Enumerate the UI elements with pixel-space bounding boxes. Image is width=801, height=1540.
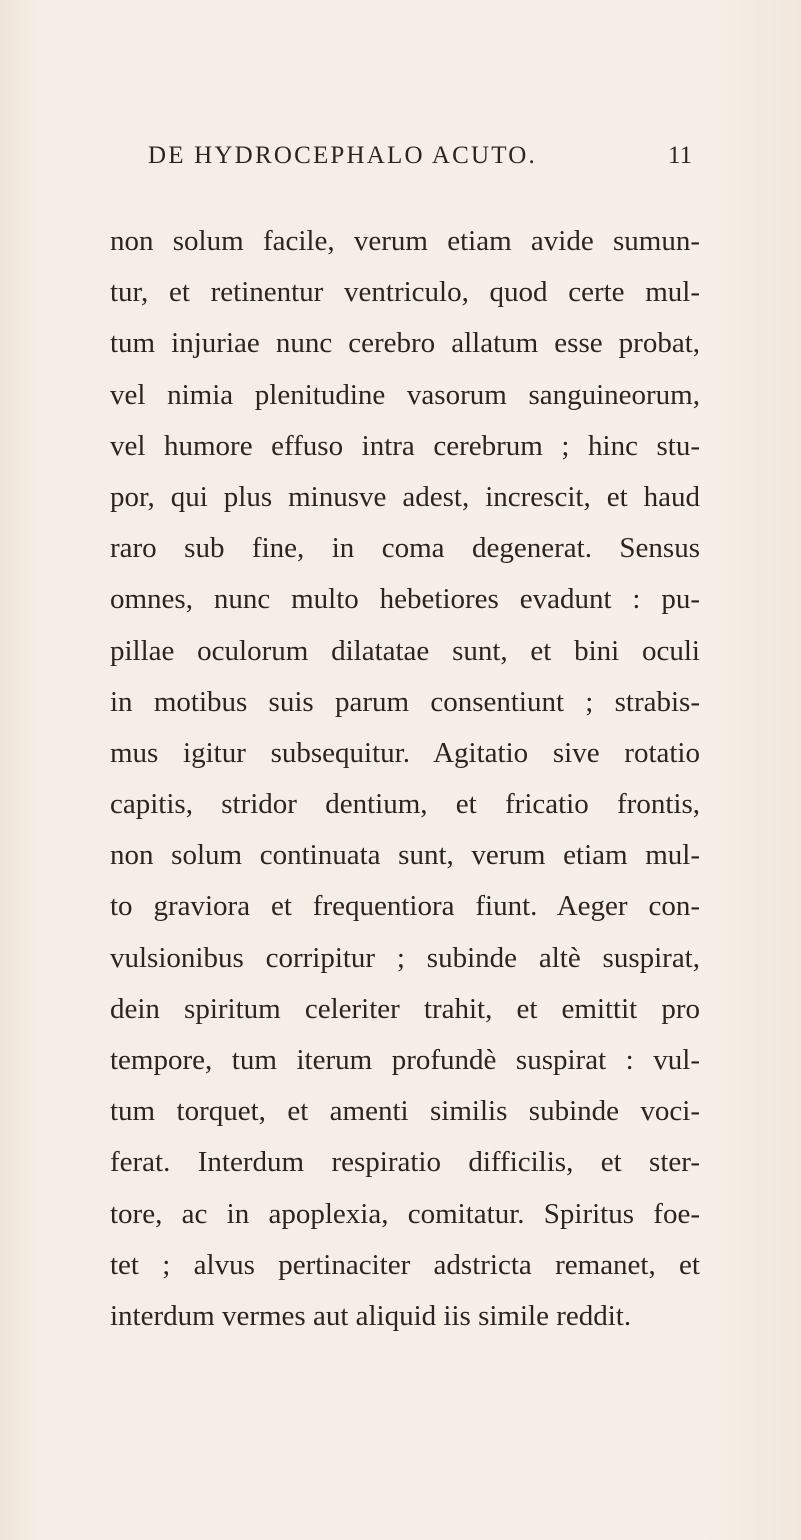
text-line: interdum vermes aut aliquid iis simile reddit. xyxy=(110,1299,632,1332)
text-line: tempore, tum iterum profundè suspirat : vul- xyxy=(110,1044,700,1076)
text-line: tum torquet, et amenti similis subinde voci- xyxy=(110,1095,700,1128)
text-line: capitis, stridor dentium, et fricatio frontis, xyxy=(110,788,700,821)
text-line: por, qui plus minusve adest, increscit, et haud xyxy=(110,480,700,513)
text-line: omnes, nunc multo hebetiores evadunt : pu- xyxy=(110,583,700,616)
body-text xyxy=(110,216,700,1342)
page-number: 11 xyxy=(668,142,693,169)
running-title: DE HYDROCEPHALO ACUTO. xyxy=(148,142,537,169)
text-line: tur, et retinentur ventriculo, quod certe mul- xyxy=(110,276,700,309)
text-line: raro sub fine, in coma degenerat. Sensus xyxy=(110,532,700,565)
text-line: non solum continuata sunt, verum etiam mul- xyxy=(110,839,700,872)
text-line: vulsionibus corripitur ; subinde altè suspirat, xyxy=(110,941,700,974)
running-head xyxy=(0,136,801,176)
text-line: tet ; alvus pertinaciter adstricta remanet, et xyxy=(110,1248,700,1281)
text-line: ferat. Interdum respiratio difficilis, et ster- xyxy=(110,1146,700,1179)
text-line: tore, ac in apoplexia, comitatur. Spiritus foe- xyxy=(110,1197,700,1230)
text-line: to graviora et frequentiora fiunt. Aeger con- xyxy=(110,890,700,923)
text-line: vel nimia plenitudine vasorum sanguineorum, xyxy=(110,378,700,411)
text-line: vel humore effuso intra cerebrum ; hinc stu- xyxy=(110,429,700,462)
text-line: in motibus suis parum consentiunt ; strabis- xyxy=(110,685,700,718)
text-line: pillae oculorum dilatatae sunt, et bini oculi xyxy=(110,634,700,667)
text-line: mus igitur subsequitur. Agitatio sive rotatio xyxy=(110,736,700,769)
text-line: non solum facile, verum etiam avide sumun- xyxy=(110,225,700,257)
text-line: dein spiritum celeriter trahit, et emittit pro xyxy=(110,992,700,1025)
text-line: tum injuriae nunc cerebro allatum esse probat, xyxy=(110,327,700,360)
